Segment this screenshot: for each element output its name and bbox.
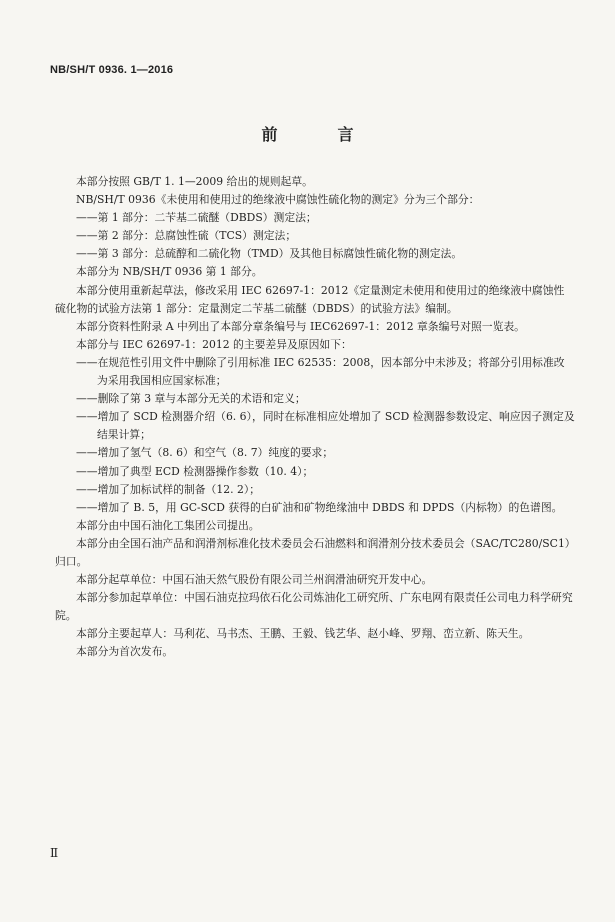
foreword-body — [55, 173, 575, 662]
paragraph: 本部分与 IEC 62697-1：2012 的主要差异及原因如下： — [76, 337, 352, 351]
paragraph: 本部分为首次发布。 — [76, 645, 174, 659]
paragraph: 本部分按照 GB/T 1. 1—2009 给出的规则起草。 — [76, 175, 313, 188]
list-item: ——第 3 部分：总硫醇和二硫化物（TMD）及其他目标腐蚀性硫化物的测定法。 — [76, 247, 463, 261]
paragraph: NB/SH/T 0936《未使用和使用过的绝缘液中腐蚀性硫化物的测定》分为三个部分： — [76, 193, 480, 207]
paragraph: 本部分由中国石油化工集团公司提出。 — [76, 518, 260, 532]
paragraph: 本部分为 NB/SH/T 0936 第 1 部分。 — [76, 265, 263, 279]
list-item: ——在规范性引用文件中删除了引用标准 IEC 62535：2008，因本部分中未涉及；将部分引用标准改为采用我国相应国家标准； — [76, 355, 565, 388]
list-item: ——第 1 部分：二苄基二硫醚（DBDS）测定法； — [76, 211, 317, 225]
list-item: ——删除了第 3 章与本部分无关的术语和定义； — [76, 392, 306, 406]
paragraph: 本部分资料性附录 A 中列出了本部分章条编号与 IEC62697-1：2012 章条编号对照一览表。 — [76, 319, 525, 333]
paragraph: 本部分起草单位：中国石油天然气股份有限公司兰州润滑油研究开发中心。 — [76, 573, 433, 587]
list-item: ——增加了加标试样的制备（12. 2）； — [76, 482, 261, 496]
list-item: ——第 2 部分：总腐蚀性硫（TCS）测定法； — [76, 229, 297, 243]
list-item: ——增加了典型 ECD 检测器操作参数（10. 4）； — [76, 464, 314, 478]
paragraph: 本部分使用重新起草法，修改采用 IEC 62697-1：2012《定量测定未使用和使用过的绝缘液中腐蚀性硫化物的试验方法第 1 部分：定量测定二苄基二硫醚（DBDS）的试验方法》编制。 — [55, 283, 565, 315]
list-item: ——增加了氢气（8. 6）和空气（8. 7）纯度的要求； — [76, 446, 334, 460]
list-item: ——增加了 SCD 检测器介绍（6. 6），同时在标准相应处增加了 SCD 检测器参数设定、响应因子测定及结果计算； — [76, 410, 575, 442]
paragraph: 本部分主要起草人：马利花、马书杰、王鹏、王毅、钱艺华、赵小峰、罗翔、峦立新、陈天生。 — [76, 627, 530, 641]
standard-code: NB/SH/T 0936. 1—2016 — [50, 64, 174, 76]
paragraph: 本部分由全国石油产品和润滑剂标准化技术委员会石油燃料和润滑剂分技术委员会（SAC/TC280/SC1）归口。 — [55, 536, 571, 568]
paragraph: 本部分参加起草单位：中国石油克拉玛依石化公司炼油化工研究所、广东电网有限责任公司电力科学研究院。 — [55, 591, 573, 623]
list-item: ——增加了 B. 5，用 GC-SCD 获得的白矿油和矿物绝缘油中 DBDS 和 DPDS（内标物）的色谱图。 — [76, 500, 563, 514]
page-title: 前 言 — [261, 125, 376, 144]
page-number: Ⅱ — [50, 846, 59, 860]
